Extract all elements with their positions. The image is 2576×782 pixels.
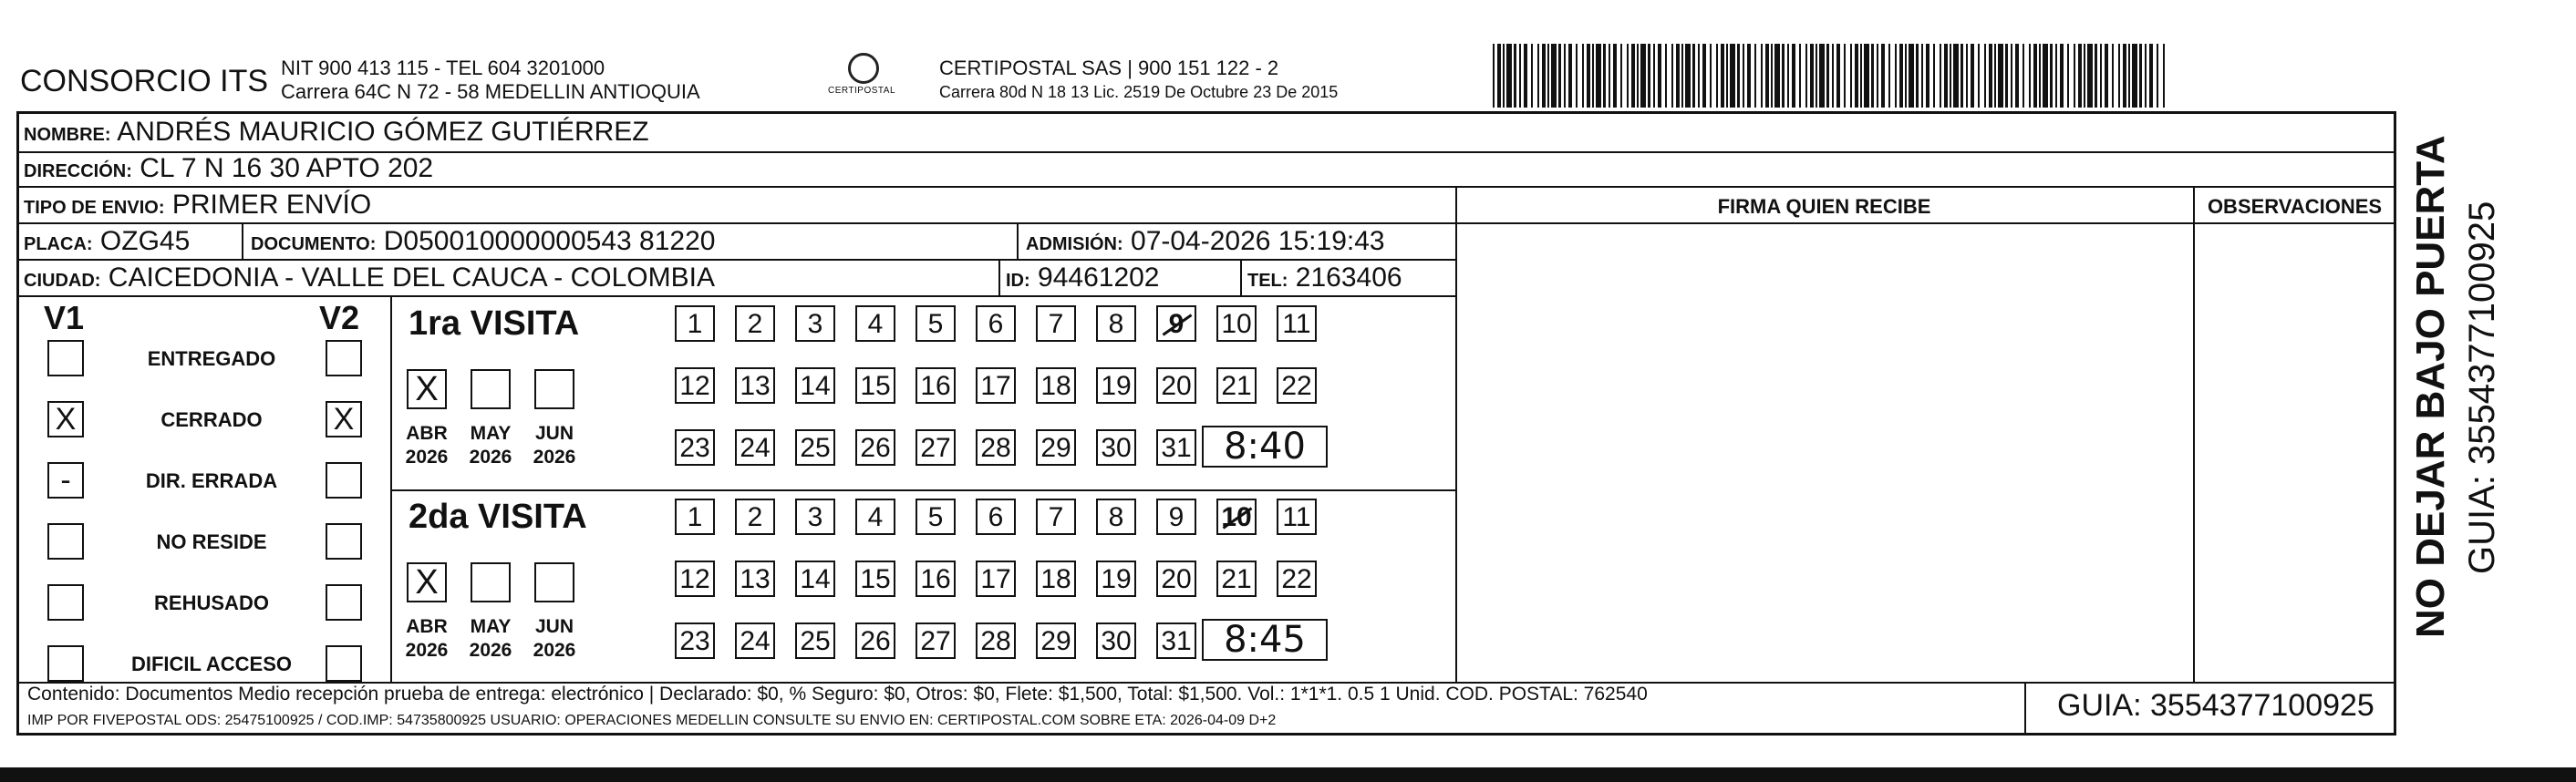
visit2-day[interactable]: 13	[735, 561, 775, 597]
visit1-day[interactable]: 26	[855, 429, 895, 466]
barcode-bar	[1819, 44, 1825, 108]
visit1-title: 1ra VISITA	[409, 304, 580, 343]
barcode-bar	[2095, 44, 2097, 108]
visit2-month-checkbox[interactable]: X	[407, 562, 447, 602]
barcode-bar	[1978, 44, 1980, 108]
visit1-month-label	[398, 422, 456, 469]
barcode-bar	[1994, 44, 1996, 108]
barcode-bar	[1984, 44, 1986, 108]
placa-value: OZG45	[99, 226, 191, 256]
visit2-day[interactable]: 19	[1096, 561, 1136, 597]
visit1-day[interactable]: 19	[1096, 367, 1136, 404]
documento-field	[251, 226, 715, 257]
visit2-day[interactable]: 30	[1096, 623, 1136, 659]
bottom-edge	[0, 767, 2576, 782]
barcode-bar	[1648, 44, 1650, 108]
nombre-label: NOMBRE :	[24, 125, 111, 145]
v1-checkbox[interactable]: X	[47, 401, 84, 437]
visit2-day[interactable]: 8	[1096, 499, 1136, 535]
visit2-month-checkbox[interactable]	[534, 562, 574, 602]
barcode-bar	[1871, 44, 1874, 108]
barcode-bar	[1953, 44, 1959, 108]
rule	[242, 222, 243, 259]
v2-checkbox[interactable]: X	[326, 401, 362, 437]
month-year: 2026	[533, 447, 576, 468]
barcode-bar	[2060, 44, 2064, 108]
barcode-bar	[2015, 44, 2019, 108]
tipo-envio-label: TIPO DE ENVIO :	[24, 198, 164, 218]
barcode-bar	[2123, 44, 2126, 108]
company-name: CONSORCIO ITS	[20, 64, 269, 98]
guia-number: GUIA: 3554377100925	[2057, 688, 2374, 723]
barcode-bar	[1631, 44, 1635, 108]
visit2-day[interactable]: 2	[735, 499, 775, 535]
barcode-bar	[1726, 44, 1728, 108]
visit2-title: 2da VISITA	[409, 498, 587, 536]
v1-checkbox[interactable]	[47, 645, 84, 682]
visit2-day[interactable]: 5	[916, 499, 956, 535]
barcode-bar	[2005, 44, 2008, 108]
v2-checkbox[interactable]	[326, 340, 362, 376]
nombre-field	[24, 117, 649, 148]
certipostal-logo	[821, 53, 903, 108]
visit2-month-label	[461, 615, 520, 663]
month-year: 2026	[405, 640, 449, 661]
barcode-bar	[1658, 44, 1661, 108]
visit1-day[interactable]: 7	[1036, 305, 1076, 342]
v1-header: V1	[44, 299, 85, 336]
barcode-bar	[1940, 44, 1941, 108]
side-guia: GUIA: 3554377100925	[2462, 201, 2502, 574]
v1-checkbox[interactable]: -	[47, 462, 84, 499]
visit2-month-label	[525, 615, 584, 663]
visit1-day[interactable]: 29	[1036, 429, 1076, 466]
rule	[390, 489, 1455, 491]
barcode-bar	[1989, 44, 1992, 108]
visit1-day[interactable]: 28	[976, 429, 1016, 466]
barcode-bar	[1587, 44, 1590, 108]
barcode-bar	[1771, 44, 1773, 108]
visit2-time[interactable]: 8:45	[1202, 619, 1328, 661]
barcode-bar	[1730, 44, 1735, 108]
barcode-bar	[1503, 44, 1505, 108]
barcode-bar	[1916, 44, 1919, 108]
v1-checkbox[interactable]	[47, 523, 84, 560]
barcode-bar	[1568, 44, 1572, 108]
visit1-day[interactable]: 13	[735, 367, 775, 404]
v1-checkbox[interactable]	[47, 584, 84, 621]
barcode-bar	[2043, 44, 2048, 108]
barcode-bar	[1805, 44, 1807, 108]
barcode-bar	[2118, 44, 2120, 108]
barcode-bar	[2128, 44, 2130, 108]
visit2-day[interactable]: 17	[976, 561, 1016, 597]
barcode-bar	[1613, 44, 1617, 108]
barcode-bar	[2105, 44, 2108, 108]
contenido-text: Contenido: Documentos Medio recepción prueba de entrega: electrónico | Declarado: $0, % Seguro: $0, Otros: $0, Flete: $1,500, Total: $1,500. Vol.: 1*1*1. 0.5 1 Unid. COD. POSTAL: 762540	[27, 684, 1648, 705]
visit1-day[interactable]: 8	[1096, 305, 1136, 342]
address-line: Carrera 64C N 72 - 58 MEDELLIN ANTIOQUIA	[281, 80, 700, 103]
id-value: 94461202	[1038, 262, 1160, 293]
visit2-day[interactable]: 22	[1277, 561, 1317, 597]
barcode-bar	[1506, 44, 1512, 108]
rule	[16, 222, 1455, 224]
visit1-day[interactable]: 4	[855, 305, 895, 342]
visit2-day[interactable]: 4	[855, 499, 895, 535]
barcode-bar	[1681, 44, 1683, 108]
visit1-day[interactable]: 27	[916, 429, 956, 466]
barcode-bar	[1905, 44, 1907, 108]
barcode-bar	[1765, 44, 1769, 108]
barcode-bar	[1832, 44, 1834, 108]
visit1-day[interactable]: 23	[675, 429, 715, 466]
barcode-bar	[1582, 44, 1584, 108]
visit1-day[interactable]: 2	[735, 305, 775, 342]
certipostal-info	[939, 57, 1338, 104]
id-field	[1006, 262, 1160, 293]
rule	[998, 259, 1000, 295]
barcode-bar	[2011, 44, 2012, 108]
firma-header: FIRMA QUIEN RECIBE	[1717, 195, 1931, 218]
month-year: 2026	[533, 640, 576, 661]
visit1-day[interactable]: 24	[735, 429, 775, 466]
month-name: JUN	[534, 616, 574, 637]
barcode-bar	[1850, 44, 1852, 108]
ciudad-label: CIUDAD :	[24, 271, 100, 291]
visit2-day[interactable]: 16	[916, 561, 956, 597]
barcode-bar	[1702, 44, 1706, 108]
barcode-bar	[1747, 44, 1751, 108]
visit2-day[interactable]: 15	[855, 561, 895, 597]
barcode-bar	[1774, 44, 1780, 108]
barcode-bar	[1592, 44, 1594, 108]
barcode-bar	[1564, 44, 1566, 108]
barcode-bar	[1609, 44, 1610, 108]
tel-value: 2163406	[1295, 262, 1402, 293]
barcode-bar	[2039, 44, 2041, 108]
barcode-bar	[1971, 44, 1974, 108]
ciudad-value: CAICEDONIA - VALLE DEL CAUCA - COLOMBIA	[108, 262, 715, 293]
logo-text: CERTIPOSTAL	[827, 86, 896, 96]
barcode-bar	[2087, 44, 2093, 108]
day-strike-mark	[1223, 507, 1253, 529]
rule	[2193, 186, 2195, 682]
barcode-bar	[2139, 44, 2142, 108]
rule	[1240, 259, 1242, 295]
visit1-day[interactable]: 30	[1096, 429, 1136, 466]
barcode-bar	[1895, 44, 1897, 108]
barcode-bar	[2055, 44, 2057, 108]
visit2-day[interactable]: 7	[1036, 499, 1076, 535]
placa-label: PLACA :	[24, 234, 93, 254]
admision-label: ADMISIÓN :	[1026, 234, 1123, 254]
barcode-bar	[2078, 44, 2082, 108]
barcode-bar	[2149, 44, 2153, 108]
rule	[16, 295, 1455, 297]
tipo-envio-field	[24, 190, 371, 221]
barcode-bar	[1519, 44, 1521, 108]
barcode-bar	[1860, 44, 1862, 108]
rule	[2024, 682, 2026, 736]
v2-checkbox[interactable]	[326, 584, 362, 621]
visit1-month-checkbox[interactable]	[471, 369, 511, 409]
visit2-day[interactable]: 27	[916, 623, 956, 659]
barcode-bar	[1685, 44, 1691, 108]
admision-field	[1026, 226, 1385, 257]
barcode-bar	[1836, 44, 1840, 108]
visit2-day[interactable]: 24	[735, 623, 775, 659]
visit1-day[interactable]: 21	[1216, 367, 1257, 404]
month-name: MAY	[470, 616, 512, 637]
barcode-bar	[1944, 44, 1948, 108]
barcode-bar	[1514, 44, 1516, 108]
documento-label: DOCUMENTO :	[251, 234, 376, 254]
barcode-bar	[1816, 44, 1817, 108]
no-dejar-bajo-puerta: NO DEJAR BAJO PUERTA	[2408, 135, 2453, 638]
visit2-day[interactable]: 9	[1156, 499, 1196, 535]
visit1-day[interactable]: 1	[675, 305, 715, 342]
visit1-day[interactable]: 17	[976, 367, 1016, 404]
visit2-day[interactable]: 29	[1036, 623, 1076, 659]
visit1-day[interactable]: 5	[916, 305, 956, 342]
month-name: JUN	[534, 423, 574, 444]
visit2-day[interactable]: 18	[1036, 561, 1076, 597]
placa-field	[24, 226, 190, 257]
imp-text: IMP POR FIVEPOSTAL ODS: 25475100925 / COD.IMP: 54735800925 USUARIO: OPERACIONES MEDELLIN CONSULTE SU ENVIO EN: CERTIPOSTAL.COM SOBRE ETA: 2026-04-09 D+2	[27, 713, 1277, 728]
visit2-day[interactable]: 6	[976, 499, 1016, 535]
cert-line-1: CERTIPOSTAL SAS | 900 151 122 - 2	[939, 57, 1279, 79]
barcode-bar	[1537, 44, 1539, 108]
direccion-value: CL 7 N 16 30 APTO 202	[140, 153, 434, 183]
ciudad-field	[24, 262, 715, 293]
barcode-bar	[1881, 44, 1885, 108]
month-name: ABR	[406, 616, 448, 637]
visit1-day[interactable]: 6	[976, 305, 1016, 342]
v2-checkbox[interactable]	[326, 462, 362, 499]
barcode-bar	[1531, 44, 1533, 108]
barcode-bar	[1698, 44, 1700, 108]
visit2-day[interactable]: 28	[976, 623, 1016, 659]
visit1-day[interactable]: 10	[1216, 305, 1257, 342]
visit1-day[interactable]: 20	[1156, 367, 1196, 404]
visit1-day[interactable]: 18	[1036, 367, 1076, 404]
visit2-day[interactable]: 12	[675, 561, 715, 597]
barcode-bar	[2050, 44, 2053, 108]
visit1-day[interactable]: 14	[795, 367, 835, 404]
visit1-day[interactable]: 9	[1156, 305, 1196, 342]
status-label: DIR. ERRADA	[145, 469, 278, 492]
visit1-day[interactable]: 11	[1277, 305, 1317, 342]
visit2-day[interactable]: 3	[795, 499, 835, 535]
barcode-bar	[2033, 44, 2037, 108]
barcode-bar	[1743, 44, 1744, 108]
barcode-bar	[1493, 44, 1495, 108]
month-year: 2026	[469, 447, 512, 468]
visit1-month-label	[461, 422, 520, 469]
barcode-bar	[1888, 44, 1890, 108]
barcode-bar	[1653, 44, 1655, 108]
barcode-bar	[1909, 44, 1914, 108]
barcode-bar	[1921, 44, 1923, 108]
visit1-day[interactable]: 15	[855, 367, 895, 404]
month-name: MAY	[470, 423, 512, 444]
visit2-month-checkbox[interactable]	[471, 562, 511, 602]
barcode-bar	[1551, 44, 1557, 108]
direccion-label: DIRECCIÓN :	[24, 161, 132, 181]
barcode-bar	[1620, 44, 1622, 108]
barcode-bar	[1542, 44, 1546, 108]
visit2-day[interactable]: 25	[795, 623, 835, 659]
visit2-day[interactable]: 11	[1277, 499, 1317, 535]
v2-header: V2	[319, 299, 360, 336]
barcode-bar	[1754, 44, 1756, 108]
barcode-bar	[1710, 44, 1712, 108]
barcode-bar	[1844, 44, 1846, 108]
barcode-bar	[1787, 44, 1789, 108]
rule	[16, 186, 2396, 188]
barcode-bar	[1826, 44, 1829, 108]
day-strike-mark	[1163, 314, 1193, 335]
barcode-bar	[1671, 44, 1673, 108]
visit1-day[interactable]: 25	[795, 429, 835, 466]
barcode-bar	[1524, 44, 1527, 108]
v1-checkbox[interactable]	[47, 340, 84, 376]
barcode-bar	[2112, 44, 2114, 108]
barcode-bar	[1933, 44, 1935, 108]
visit2-day[interactable]: 10	[1216, 499, 1257, 535]
visit2-day[interactable]: 23	[675, 623, 715, 659]
barcode-bar	[1665, 44, 1667, 108]
barcode-bar	[1926, 44, 1929, 108]
visit2-day[interactable]: 31	[1156, 623, 1196, 659]
observaciones-header: OBSERVACIONES	[2207, 195, 2383, 218]
visit2-day[interactable]: 1	[675, 499, 715, 535]
cert-line-2: Carrera 80d N 18 13 Lic. 2519 De Octubre 23 De 2015	[939, 83, 1339, 101]
barcode-bar	[1676, 44, 1680, 108]
rule	[1455, 186, 1457, 682]
month-year: 2026	[405, 447, 449, 468]
barcode-bar	[1761, 44, 1763, 108]
barcode-bar	[1497, 44, 1501, 108]
barcode-bar	[2067, 44, 2069, 108]
v2-checkbox[interactable]	[326, 523, 362, 560]
month-name: ABR	[406, 423, 448, 444]
status-label: ENTREGADO	[147, 347, 276, 370]
barcode-bar	[1603, 44, 1606, 108]
visit2-day[interactable]: 26	[855, 623, 895, 659]
barcode-bar	[1640, 44, 1646, 108]
rule	[1455, 222, 2396, 224]
barcode-bar	[2145, 44, 2147, 108]
barcode-bar	[1576, 44, 1578, 108]
nombre-value: ANDRÉS MAURICIO GÓMEZ GUTIÉRREZ	[117, 117, 649, 147]
status-label: NO RESIDE	[156, 530, 267, 553]
barcode-bar	[2163, 44, 2165, 108]
rule	[1017, 222, 1019, 259]
tel-field	[1247, 262, 1402, 293]
barcode-bar	[1637, 44, 1639, 108]
tipo-envio-value: PRIMER ENVÍO	[171, 190, 372, 220]
barcode-bar	[1596, 44, 1601, 108]
visit1-time[interactable]: 8:40	[1202, 426, 1328, 468]
barcode-bar	[1877, 44, 1878, 108]
visit2-day[interactable]: 14	[795, 561, 835, 597]
barcode-bar	[2100, 44, 2102, 108]
barcode-bar	[1716, 44, 1718, 108]
visit2-day[interactable]: 21	[1216, 561, 1257, 597]
visit1-day[interactable]: 16	[916, 367, 956, 404]
barcode-bar	[2084, 44, 2085, 108]
barcode-bar	[2029, 44, 2031, 108]
visit1-month-label	[525, 422, 584, 469]
barcode-bar	[2132, 44, 2137, 108]
barcode-bar	[1899, 44, 1903, 108]
barcode-bar	[1737, 44, 1740, 108]
barcode-bar	[1864, 44, 1869, 108]
visit1-day[interactable]: 31	[1156, 429, 1196, 466]
barcode-bar	[1547, 44, 1549, 108]
visit1-month-checkbox[interactable]: X	[407, 369, 447, 409]
barcode-bar	[1627, 44, 1629, 108]
barcode-bar	[2023, 44, 2024, 108]
admision-value: 07-04-2026 15:19:43	[1131, 226, 1385, 256]
visit1-month-checkbox[interactable]	[534, 369, 574, 409]
barcode-bar	[1792, 44, 1795, 108]
id-label: ID :	[1006, 271, 1030, 291]
barcode-bar	[1950, 44, 1951, 108]
barcode-bar	[1855, 44, 1858, 108]
visit2-month-label	[398, 615, 456, 663]
tel-label: TEL :	[1247, 271, 1288, 291]
status-label: DIFICIL ACCESO	[130, 653, 292, 675]
status-label: CERRADO	[160, 408, 263, 431]
barcode-bar	[1692, 44, 1695, 108]
barcode-bar	[1799, 44, 1801, 108]
barcode-bar	[1998, 44, 2003, 108]
barcode-bar	[1782, 44, 1785, 108]
status-label: REHUSADO	[154, 592, 269, 614]
visit1-day[interactable]: 3	[795, 305, 835, 342]
logo-emblem-icon	[848, 53, 879, 84]
barcode-bar	[2157, 44, 2158, 108]
company-contact	[281, 57, 700, 104]
visit1-day[interactable]: 22	[1277, 367, 1317, 404]
v2-checkbox[interactable]	[326, 645, 362, 682]
rule	[390, 295, 392, 682]
barcode-bar	[1960, 44, 1963, 108]
visit2-day[interactable]: 20	[1156, 561, 1196, 597]
visit1-day[interactable]: 12	[675, 367, 715, 404]
barcode-bar	[1721, 44, 1724, 108]
barcode	[1493, 44, 2173, 108]
barcode-bar	[1810, 44, 1814, 108]
barcode-bar	[1558, 44, 1561, 108]
barcode-bar	[2074, 44, 2075, 108]
nit-line: NIT 900 413 115 - TEL 604 3201000	[281, 57, 605, 79]
month-year: 2026	[469, 640, 512, 661]
documento-value: D050010000000543 81220	[383, 226, 716, 256]
direccion-field	[24, 153, 433, 184]
barcode-bar	[1966, 44, 1968, 108]
